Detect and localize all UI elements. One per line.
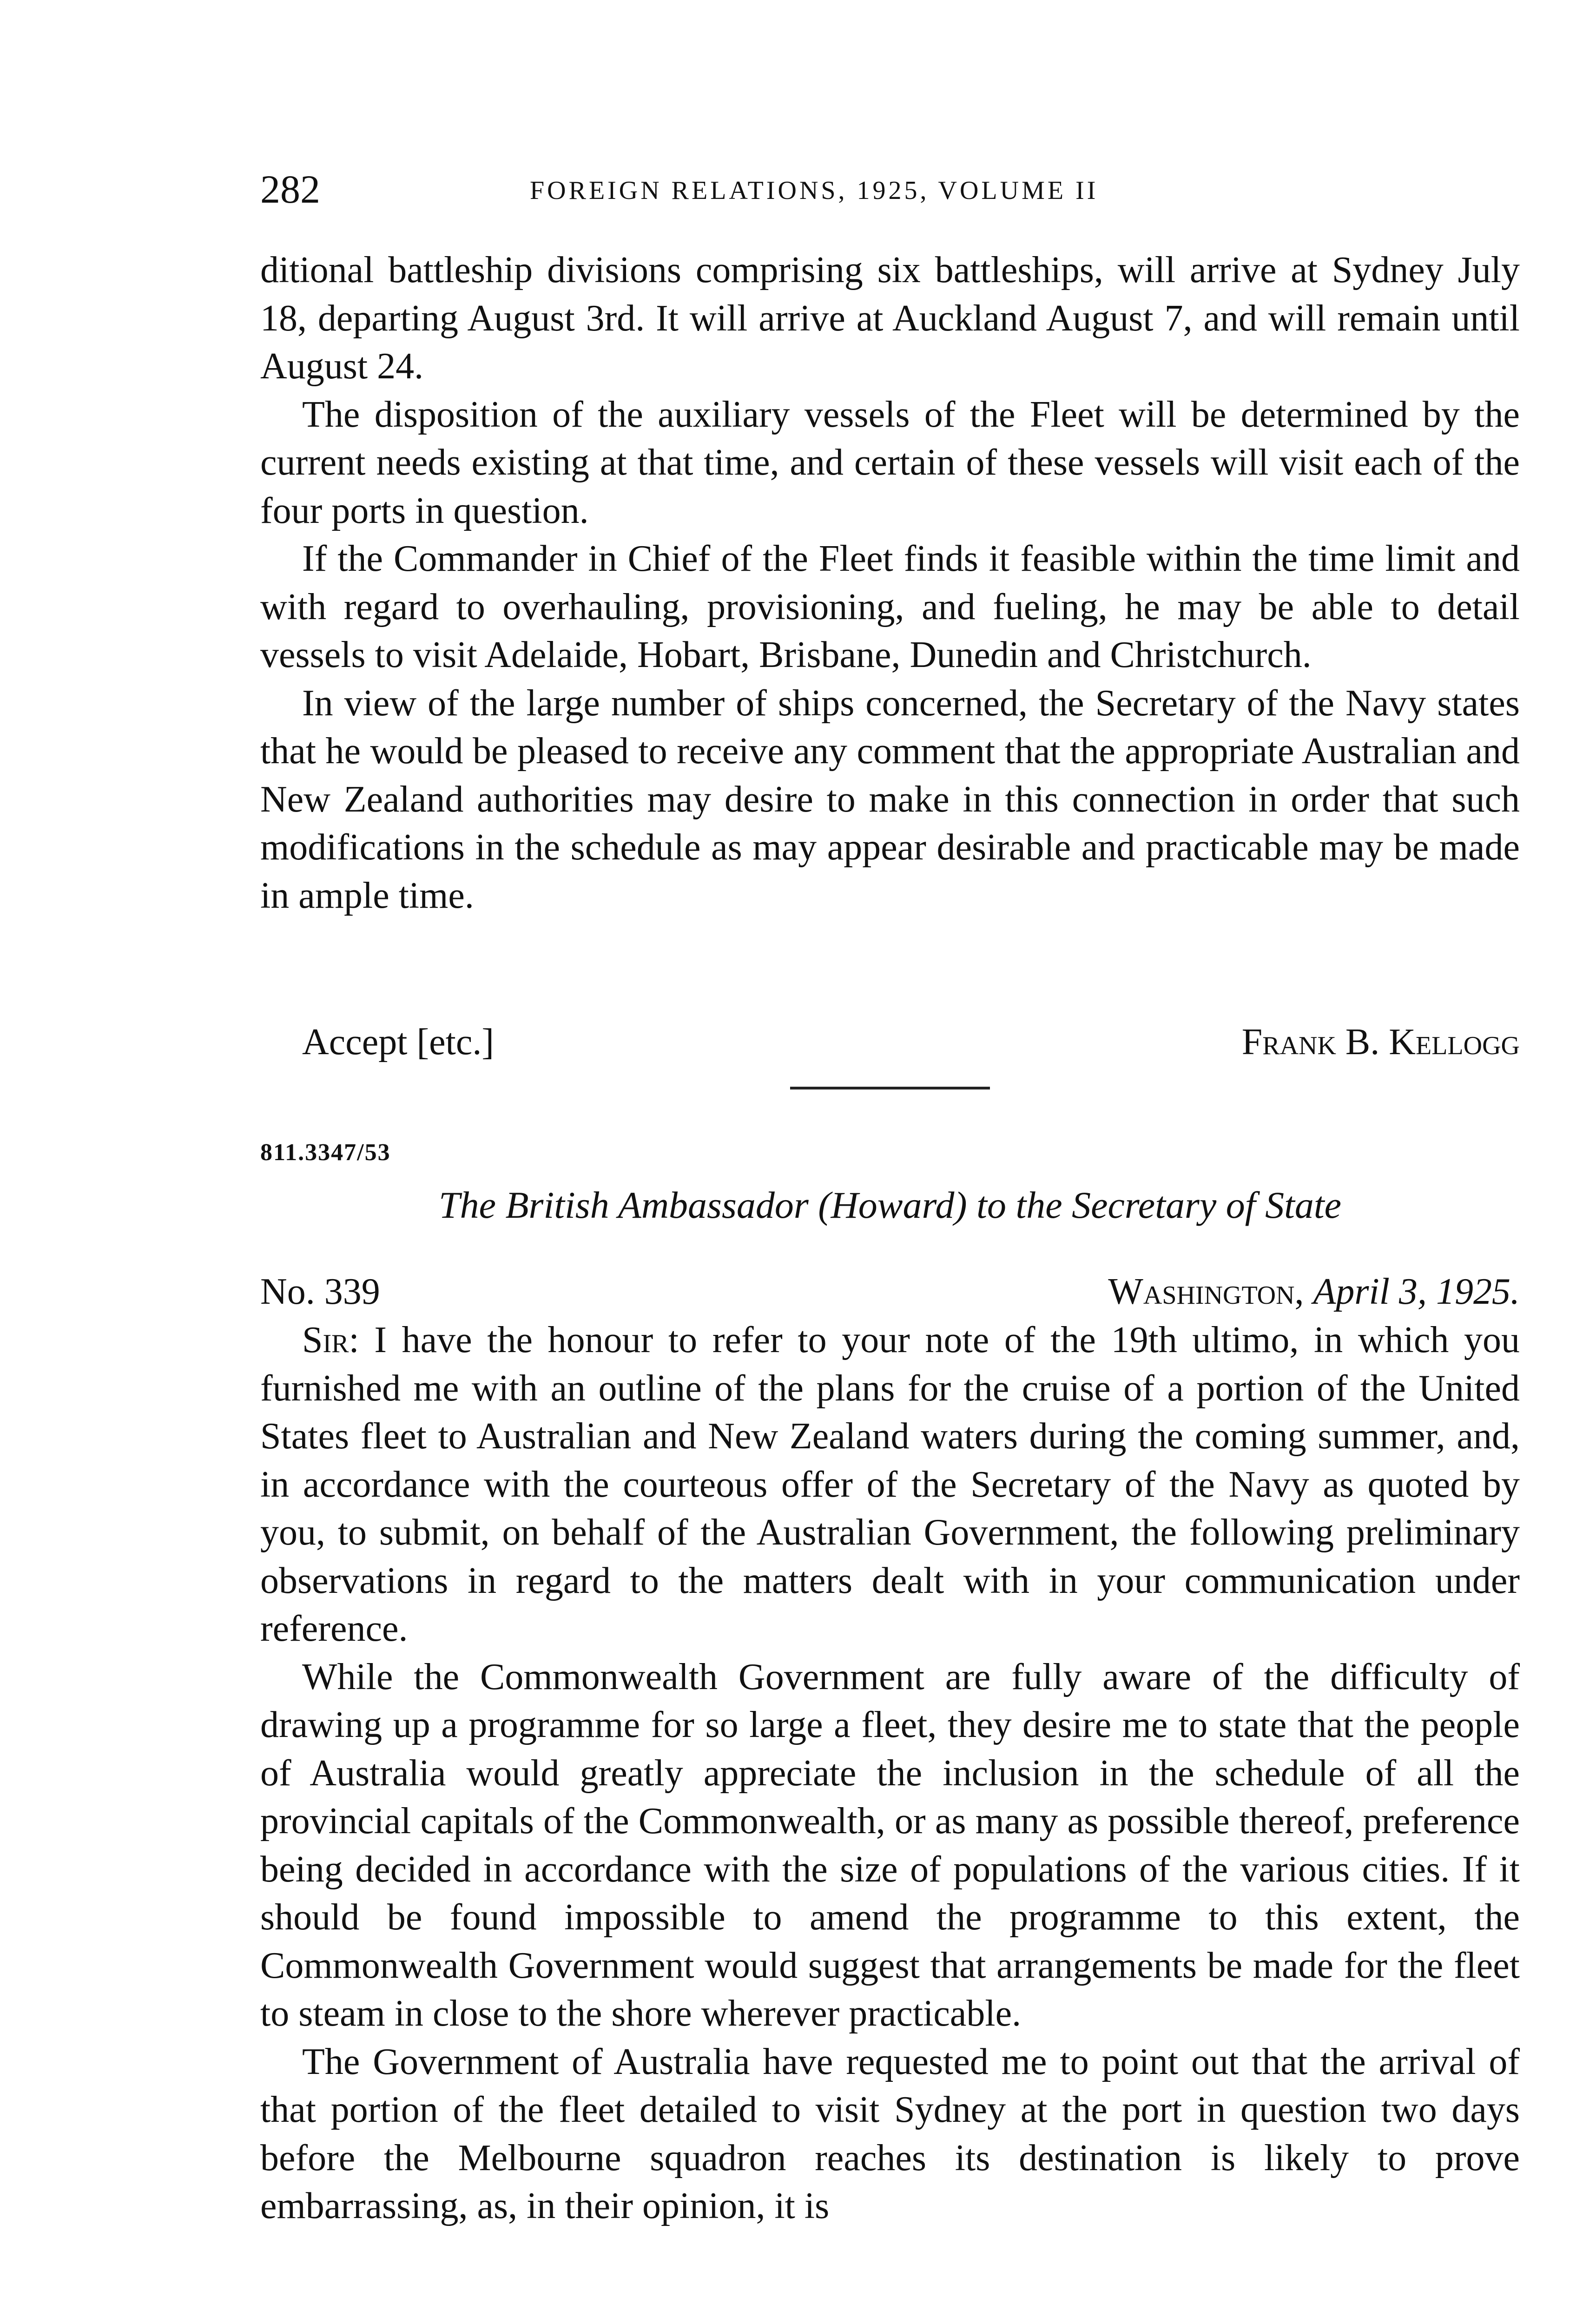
dateline-date: April 3, 1925. [1313, 1271, 1520, 1312]
dateline [260, 1268, 1520, 1316]
dateline-place: Washington, [1108, 1271, 1304, 1312]
letter-body [260, 1316, 1520, 2231]
continuation-paragraph: The disposition of the auxiliary vessels of the Fleet will be determined by the current needs existing at that time, and certain of these vessels will visit each of the four ports in question. [260, 394, 1520, 531]
letter-paragraph: The Government of Australia have requested me to point out that the arrival of that portion of the fleet detailed to visit Sydney at the port in question two days before the Melbourne squadron reaches its destination is likely to prove embarrassing, as, in their opinion, it is [260, 2041, 1520, 2226]
place-and-date [1108, 1268, 1520, 1316]
page-number: 282 [260, 167, 320, 211]
salutation: Sir: [302, 1320, 359, 1360]
letter-paragraph: While the Commonwealth Government are fully aware of the difficulty of drawing up a programme for so large a fleet, they desire me to state that the people of Australia would greatly appreciate the inclusion in the schedule of all the provincial capitals of the Commonwealth, or as many as possible thereof, preference being decided in accordance with the size of populations of the various cities. If it should be found impossible to amend the programme to this extent, the Commonwealth Government would suggest that arrangements be made for the fleet to steam in close to the shore wherever practicable. [260, 1656, 1520, 2034]
letter-paragraph [260, 1316, 1520, 1653]
file-number: 811.3347/53 [260, 1139, 391, 1166]
continuation-text [260, 246, 1520, 920]
continuation-paragraph: ditional battleship divisions comprising six battleships, will arrive at Sydney July 18, departing August 3rd. It will arrive at Auckland August 7, and will remain until August 24. [260, 250, 1520, 387]
section-divider [790, 1087, 990, 1089]
closing-line [260, 1018, 1520, 1066]
complimentary-close: Accept [etc.] [302, 1022, 495, 1063]
signature: Frank B. Kellogg [1241, 1022, 1520, 1063]
document-heading: The British Ambassador (Howard) to the Secretary of State [438, 1184, 1342, 1226]
running-head [260, 164, 1520, 215]
running-title: FOREIGN RELATIONS, 1925, VOLUME II [530, 176, 1099, 205]
document-number: No. 339 [260, 1271, 380, 1312]
continuation-paragraph: In view of the large number of ships concerned, the Secretary of the Navy states that he would be pleased to receive any comment that the appropriate Australian and New Zealand authorities may desire to make in this connection in order that such modifications in the schedule as may appear desirable and practicable may be made in ample time. [260, 682, 1520, 916]
continuation-paragraph: If the Commander in Chief of the Fleet finds it feasible within the time limit and with regard to overhauling, provisioning, and fueling, he may be able to detail vessels to visit Adelaide, Hobart, Brisbane, Dunedin and Christchurch. [260, 538, 1520, 675]
letter-paragraph-text: I have the honour to refer to your note of the 19th ultimo, in which you furnished me with an outline of the plans for the cruise of a portion of the United States fleet to Australian and New Zealand waters during the coming summer, and, in accordance with the courteous offer of the Secretary of the Navy as quoted by you, to submit, on behalf of the Australian Government, the following preliminary observations in regard to the matters dealt with in your communication under reference. [260, 1320, 1520, 1649]
